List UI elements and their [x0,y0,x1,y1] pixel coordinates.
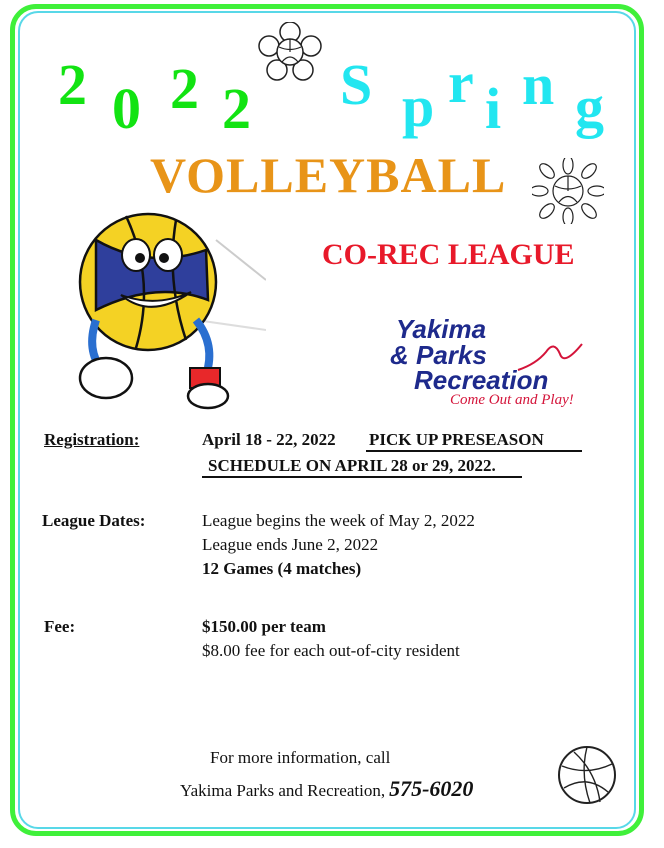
registration-note-line-1: PICK UP PRESEASON [369,430,544,449]
sunflower-volleyball-icon [532,158,604,224]
season-char-1: S [340,52,373,117]
registration-underline-1 [366,450,582,452]
volleyball-icon [556,744,618,806]
league-games: 12 Games (4 matches) [202,559,362,578]
inner-border [18,11,636,829]
logo-line-2: & Parks [390,340,487,370]
league-title: CO-REC LEAGUE [322,238,575,271]
logo-tagline: Come Out and Play! [450,392,574,408]
yakima-parks-logo [388,312,598,412]
volleyball-mascot-icon [66,200,266,410]
league-ends: League ends June 2, 2022 [202,535,379,554]
logo-swoosh-icon [516,334,586,374]
flower-volleyball-icon [256,22,324,82]
contact-org: Yakima Parks and Recreation, [180,781,386,800]
year-char-4: 2 [222,76,251,141]
registration-note-line-2: SCHEDULE ON APRIL 28 or 29, 2022. [208,456,496,475]
season-char-3: r [448,50,474,115]
sport-title: VOLLEYBALL [150,147,507,203]
season-char-2: p [402,74,435,139]
year-char-2: 0 [112,76,141,141]
logo-line-1: Yakima [396,314,487,344]
contact-line-2 [180,776,473,802]
year-char-1: 2 [58,52,87,117]
season-char-5: n [522,52,555,117]
registration-label: Registration: [44,430,140,449]
team-fee: $150.00 per team [202,617,326,636]
season-char-4: i [485,76,502,141]
contact-phone: 575-6020 [389,776,474,801]
registration-underline-2 [202,476,522,478]
contact-line-1: For more information, call [210,748,391,767]
season-char-6: g [575,74,604,139]
resident-fee: $8.00 fee for each out-of-city resident [202,641,460,660]
logo-line-3: Recreation [414,365,549,395]
league-begins: League begins the week of May 2, 2022 [202,511,475,530]
year-char-3: 2 [170,56,199,121]
fee-label: Fee: [44,617,76,636]
registration-dates: April 18 - 22, 2022 [202,430,336,449]
league-dates-label: League Dates: [42,511,146,530]
